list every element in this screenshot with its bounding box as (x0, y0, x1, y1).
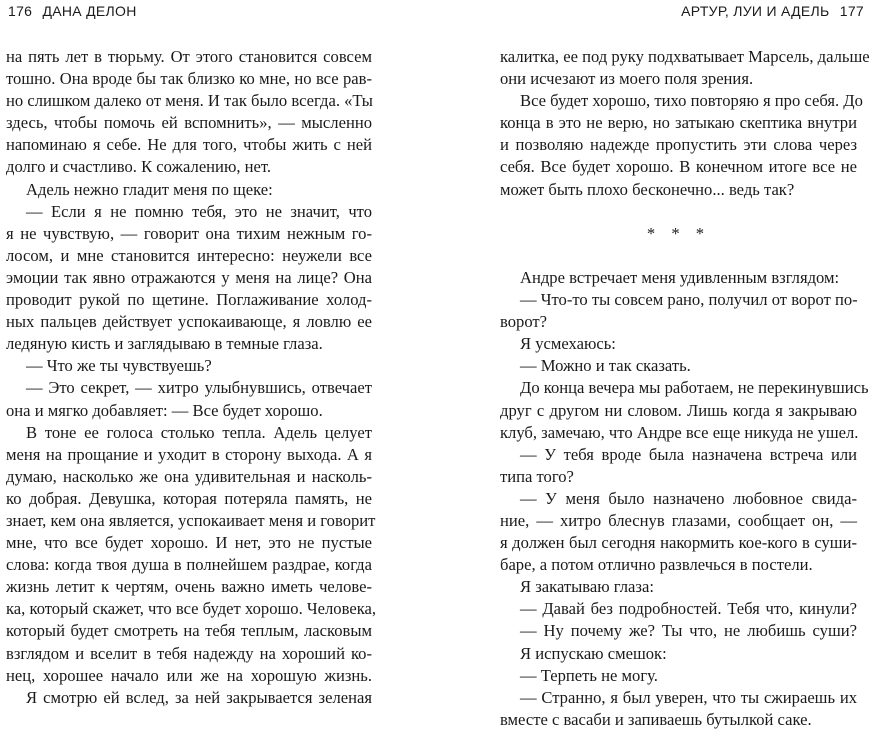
left-running-title: ДАНА ДЕЛОН (42, 3, 137, 19)
text-line: но слишком далеко от меня. И так было всегда. «Ты (6, 91, 373, 111)
text-line: я не чувствую, — говорит она тихим нежным го- (6, 223, 372, 243)
left-running-head (2, 3, 137, 23)
text-line: — Это секрет, — хитро улыбнувшись, отвечает (26, 378, 372, 398)
text-line: — У меня было назначено любовное свида- (520, 488, 857, 508)
right-page (437, 0, 874, 729)
text-line: взглядом и вселит в тебя надежду на хороший ко- (6, 643, 372, 663)
text-line: ных пальцев действует успокаивающе, я ловлю ее (6, 312, 372, 332)
text-line: может быть плохо бесконечно... ведь так? (500, 179, 795, 199)
text-line: В тоне ее голоса столько тепла. Адель целует (26, 422, 372, 442)
text-line: здесь, чтобы помочь ей вспомнить», — мысленно (6, 113, 372, 133)
text-line: она и мягко добавляет: — Все будет хорошо. (6, 400, 323, 420)
text-line: конца в это не верю, но затыкаю скептика внутри (500, 113, 857, 133)
text-line (500, 245, 857, 267)
text-line: Адель нежно гладит меня по щеке: (26, 179, 273, 199)
text-line: слова: когда твоя душа в полнейшем раздрае, когда (6, 555, 372, 575)
text-line: Я закатываю глаза: (520, 577, 654, 597)
text-line: друг с другом ни словом. Лишь когда я закрываю (500, 400, 857, 420)
text-line: я должен был сегодня накормить кое-кого в суши- (500, 533, 857, 553)
text-line: Я испускаю смешок: (520, 643, 667, 663)
text-line: — Можно и так сказать. (520, 356, 691, 376)
text-line: Я усмехаюсь: (520, 334, 616, 354)
text-line: — Терпеть не могу. (520, 665, 658, 685)
text-line (500, 201, 857, 223)
text-line: Андре встречает меня удивленным взглядом: (520, 267, 840, 287)
text-line: нец, хорошее начало или же на хорошую жизнь. (6, 665, 372, 685)
text-line: себя. Все будет хорошо. В конечном итоге все не (500, 157, 857, 177)
text-line: мне, что все будет хорошо. И нет, это не пустые (6, 533, 372, 553)
text-line: калитка, ее под руку подхватывает Марсель, дальше (500, 47, 870, 66)
text-line: До конца вечера мы работаем, не перекинувшись (520, 378, 869, 398)
text-line: типа того? (500, 466, 574, 486)
text-line: ние, — хитро блеснув глазами, сообщает он, — (500, 510, 857, 530)
text-line: лосом, и мне становится интересно: неужели все (6, 245, 372, 265)
section-break: * * * (646, 223, 711, 243)
text-line: вместе с васаби и запиваешь бутылкой саке. (500, 709, 812, 729)
text-line: — Давай без подробностей. Тебя что, кинули? (520, 599, 857, 619)
text-line: тошно. Она вроде бы так близко ко мне, но все рав- (6, 69, 372, 89)
text-line: баре, а потом отлично развлечься в постели. (500, 555, 813, 575)
text-line: Я смотрю ей вслед, за ней закрывается зеленая (26, 687, 372, 707)
text-line: напоминаю я себе. Не для того, чтобы жить с ней (6, 135, 372, 155)
text-line: меня на прощание и уходит в сторону выхода. А я (6, 444, 372, 464)
text-line: — Странно, я был уверен, что ты сжираешь их (520, 687, 857, 707)
left-page (0, 0, 437, 707)
text-line: ледяную кисть и заглядываю в темные глаза. (6, 334, 323, 354)
text-line: знает, кем она является, успокаивает меня и говорит (6, 510, 376, 530)
text-line: проводит рукой по щетине. Поглаживание холод- (6, 290, 372, 310)
text-line: жизнь летит к чертям, очень важно иметь челове- (6, 577, 372, 597)
left-page-number: 176 (8, 3, 33, 19)
text-line: — У тебя вроде была назначена встреча или (520, 444, 857, 464)
text-line: думаю, насколько же она удивительная и насколь- (6, 466, 372, 486)
text-line: они исчезают из моего поля зрения. (500, 69, 754, 89)
left-page-text (6, 46, 377, 709)
text-line: — Если я не помню тебя, это не значит, что (26, 201, 372, 221)
right-running-head (681, 3, 870, 23)
text-line: — Что-то ты совсем рано, получил от ворот по- (520, 290, 858, 310)
text-line: который будет смотреть на тебя теплым, ласковым (6, 621, 372, 641)
text-line: долго и счастливо. К сожалению, нет. (6, 157, 272, 177)
text-line: Все будет хорошо, тихо повторяю я про себя. До (520, 91, 863, 111)
text-line: на пять лет в тюрьму. От этого становится совсем (6, 47, 372, 66)
text-line: ворот? (500, 312, 548, 332)
text-line: ка, который скажет, что все будет хорошо. Человека, (6, 599, 377, 619)
text-line: — Что же ты чувствуешь? (26, 356, 212, 376)
right-running-title: АРТУР, ЛУИ И АДЕЛЬ (681, 3, 830, 19)
text-line: ко добрая. Девушка, которая потеряла память, не (6, 488, 372, 508)
right-page-number: 177 (839, 3, 864, 19)
text-line: — Ну почему же? Ты что, не любишь суши? (520, 621, 857, 641)
text-line: и позволяю надежде пропустить эти слова через (500, 135, 857, 155)
text-line: эмоции так явно отражаются у меня на лице? Она (6, 267, 372, 287)
text-line: клуб, замечаю, что Андре все еще никуда не ушел. (500, 422, 859, 442)
right-page-text (500, 46, 870, 731)
